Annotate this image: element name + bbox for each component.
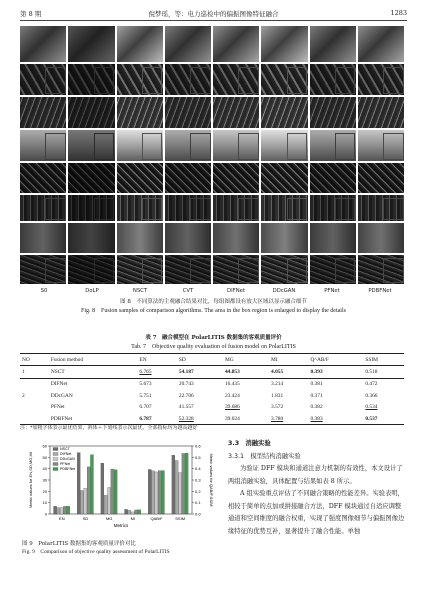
zoom-box — [94, 133, 115, 160]
bar — [158, 471, 161, 514]
zoom-box — [287, 198, 308, 221]
legend-swatch — [53, 468, 58, 471]
cell-ssim: 0.518 — [365, 369, 378, 376]
subsection-title: 3.3.1 模型结构消融实验 — [228, 452, 301, 460]
cell-mi: 1.831 — [271, 392, 284, 399]
table-row — [20, 402, 404, 413]
zoom-box — [142, 198, 163, 221]
fusion-result-image — [213, 26, 259, 62]
fusion-result-image — [310, 223, 356, 253]
fusion-result-image — [20, 64, 66, 95]
legend-label: NSCT — [60, 447, 70, 451]
x-tick-label: MG — [105, 516, 113, 521]
cell-qabf: 0.371 — [310, 392, 323, 399]
zoom-box — [94, 198, 115, 221]
cell-sd: 52.328 — [177, 413, 223, 425]
fusion-result-image — [261, 26, 307, 62]
fusion-result-image — [20, 26, 66, 62]
x-tick-label: EN — [59, 516, 65, 521]
column-label: S0 — [40, 288, 48, 294]
column-label: NSCT — [132, 288, 148, 294]
x-tick-label: SD — [82, 516, 89, 521]
zoom-box — [383, 258, 404, 283]
cell-mi: 3.572 — [271, 404, 284, 411]
cell-sd: 54.187 — [178, 369, 194, 376]
zoom-box — [287, 67, 308, 94]
cell-en: 6.707 — [139, 404, 152, 411]
fusion-result-image — [261, 255, 307, 284]
table-row — [20, 366, 404, 378]
fusion-result-image — [20, 130, 66, 161]
fusion-result-image — [117, 223, 163, 253]
bar — [138, 510, 141, 514]
bar — [63, 506, 66, 514]
fusion-result-image — [261, 195, 307, 221]
cell-ssim: 0.537 — [363, 413, 404, 425]
fusion-result-image — [261, 163, 307, 193]
fusion-result-image — [213, 130, 259, 161]
cell-mg: 16.435 — [223, 378, 269, 390]
cell-method: DIFNet — [49, 378, 138, 390]
col-header-no: NO — [20, 354, 49, 366]
fig9-caption-cn: 图 9 PolarLITIS 数据集的客观质量评价对比 — [22, 541, 136, 547]
image-row — [20, 97, 404, 128]
fusion-result-image — [117, 163, 163, 193]
table7-title-cn: 表 7 融合模型在 PolarLITIS 数据集的客观质量评价 — [145, 335, 282, 341]
cell-ssim: 0.472 — [363, 378, 404, 390]
zoom-box — [94, 67, 115, 94]
section-title: 3.3 消融实验 — [228, 440, 271, 447]
image-row — [20, 64, 404, 95]
column-label: CVT — [182, 288, 194, 294]
y-axis-label: Metric values for EN,SD,MG,MI — [28, 452, 33, 508]
fusion-result-image — [117, 255, 163, 284]
zoom-box — [383, 133, 404, 160]
cell-mg: 39.686 — [224, 404, 240, 411]
fusion-result-image — [117, 26, 163, 62]
running-header — [20, 6, 407, 21]
fusion-result-image — [20, 163, 66, 193]
cell-mg: 23.424 — [224, 392, 240, 399]
cell-ssim: 0.534 — [365, 404, 378, 411]
cell-no — [20, 413, 49, 425]
table-row — [20, 390, 404, 401]
cell-en: 6.787 — [137, 413, 176, 425]
fusion-result-image — [68, 223, 114, 253]
fusion-result-image — [68, 26, 114, 62]
fusion-result-image — [261, 64, 307, 95]
cell-method: PDBFNet — [49, 413, 138, 425]
table7-title-en: Tab. 7 Objective quality evaluation of fusion model on PolarLITIS — [131, 344, 296, 350]
legend-label: PDBFNet — [60, 467, 76, 471]
bar — [101, 463, 104, 514]
fusion-result-image — [310, 130, 356, 161]
bar — [108, 487, 111, 514]
fusion-result-image — [358, 97, 404, 128]
bar — [182, 453, 185, 514]
column-label: PDBFNet — [368, 288, 392, 294]
image-row — [20, 195, 404, 221]
bar-chart-svg — [24, 440, 214, 532]
zoom-box — [383, 198, 404, 221]
fusion-result-image — [20, 223, 66, 253]
fusion-result-image — [213, 255, 259, 284]
bar — [81, 490, 84, 514]
bar — [148, 469, 151, 514]
legend-label: DDcGAN — [60, 457, 75, 461]
fusion-result-image — [310, 255, 356, 284]
cell-no: 1 — [22, 369, 25, 376]
zoom-box — [45, 198, 66, 221]
legend-swatch — [53, 448, 58, 451]
image-row — [20, 223, 404, 253]
zoom-box — [335, 198, 356, 221]
bar — [134, 510, 137, 514]
bar — [60, 507, 63, 514]
fusion-result-image — [165, 130, 211, 161]
table7 — [20, 353, 404, 425]
bar — [104, 495, 107, 514]
zoom-box — [45, 67, 66, 94]
bar — [57, 508, 60, 514]
bar — [54, 506, 57, 514]
col-header-qabf: Q^AB/F — [309, 354, 364, 366]
legend-swatch — [53, 453, 58, 456]
cell-qabf: 0.381 — [309, 378, 364, 390]
fusion-result-image — [68, 64, 114, 95]
bar — [67, 506, 70, 514]
image-row — [20, 255, 404, 284]
fusion-result-image — [68, 195, 114, 221]
fusion-result-image — [117, 130, 163, 161]
table-row — [20, 378, 404, 390]
bar — [185, 453, 188, 514]
zoom-box — [238, 133, 259, 160]
column-label: DoLP — [85, 288, 99, 294]
fig9-chart — [24, 440, 214, 532]
bar — [90, 455, 93, 514]
y2-tick-label: 0.5 — [195, 454, 201, 460]
bar — [77, 453, 80, 514]
x-tick-label: QAB/F — [150, 516, 163, 521]
fusion-result-image — [165, 64, 211, 95]
y-tick-label: 20 — [42, 488, 47, 494]
fusion-result-image — [68, 97, 114, 128]
bar — [131, 512, 134, 514]
fusion-result-image — [310, 97, 356, 128]
cell-mg: 44.853 — [224, 369, 240, 376]
column-label: DDcGAN — [272, 288, 296, 294]
fusion-result-image — [358, 223, 404, 253]
zoom-box — [238, 258, 259, 283]
fusion-result-image — [213, 195, 259, 221]
table-header-row — [20, 354, 404, 366]
bar — [175, 461, 178, 514]
fusion-result-image — [358, 255, 404, 284]
col-header-sd: SD — [177, 354, 223, 366]
bar — [114, 470, 117, 514]
fusion-result-image — [261, 130, 307, 161]
cell-sd: 20.743 — [177, 378, 223, 390]
y2-tick-label: 0.0 — [195, 511, 201, 517]
cell-qabf: 0.393 — [310, 369, 323, 376]
paragraph: A 组实验重点评估了不同融合策略的性能差异。实验表明，相较于简单的点加或拼接融合方法，DFF 模块通过自适应调整通道和空间维度的融合权重，实现了强度图像细节与偏振图像边缘特征的优势互补，显著提升了融合性能。单独 — [228, 490, 405, 535]
fusion-result-image — [68, 255, 114, 284]
zoom-box — [142, 67, 163, 94]
zoom-box — [287, 258, 308, 283]
y2-tick-label: 0.2 — [195, 488, 201, 494]
cell-no: 2 — [22, 392, 25, 399]
fusion-result-image — [213, 64, 259, 95]
cell-mi: 3.780 — [269, 413, 308, 425]
y-tick-label: 30 — [42, 477, 47, 483]
zoom-box — [287, 133, 308, 160]
fig9-caption-en: Fig. 9 Comparison of objective quality assessment of PolarLITIS — [22, 549, 170, 555]
fusion-result-image — [310, 163, 356, 193]
bar — [125, 509, 128, 514]
cell-mi: 3.214 — [269, 378, 308, 390]
issue-number: 第 8 期 — [20, 10, 42, 18]
fig8-caption-en: Fig. 8 Fusion samples of comparison algorithms. The area in the box region is enlarged to display the details — [81, 308, 346, 314]
zoom-box — [335, 258, 356, 283]
bar — [155, 472, 158, 514]
page-number: 1283 — [390, 9, 407, 17]
running-title: 倪梦瑶，等：电力巡检中的偏振图像特征融合 — [148, 10, 279, 18]
cell-method: DDcGAN — [50, 392, 73, 399]
legend-swatch — [53, 458, 58, 461]
zoom-box — [238, 67, 259, 94]
zoom-box — [335, 133, 356, 160]
column-label: PFNet — [324, 288, 340, 294]
fusion-result-image — [20, 97, 66, 128]
zoom-box — [45, 258, 66, 283]
col-header-mg: MG — [223, 354, 269, 366]
col-header-ssim: SSIM — [363, 354, 404, 366]
zoom-box — [94, 258, 115, 283]
y-tick-label: 50 — [42, 454, 47, 460]
cell-mg: 39.024 — [223, 413, 269, 425]
bar — [84, 488, 87, 514]
cell-qabf: 0.383 — [309, 413, 364, 425]
cell-sd: 41.557 — [178, 404, 194, 411]
fusion-result-image — [20, 195, 66, 221]
fusion-result-image — [358, 163, 404, 193]
fusion-result-image — [20, 255, 66, 284]
paragraph: 为验证 DFF 模块和通道注意力机制的有效性，本文设计了两组消融实验，具体配置与结果如表 8 所示。 — [228, 465, 403, 485]
cell-en: 5.673 — [137, 378, 176, 390]
fusion-result-image — [358, 195, 404, 221]
fusion-result-image — [68, 163, 114, 193]
x-tick-label: SSIM — [175, 516, 186, 521]
zoom-box — [190, 67, 211, 94]
image-row — [20, 130, 404, 161]
y-tick-label: 40 — [42, 466, 47, 472]
y2-tick-label: 0.1 — [195, 500, 201, 506]
fusion-result-image — [261, 97, 307, 128]
fusion-result-image — [165, 163, 211, 193]
bar — [161, 471, 164, 514]
y-tick-label: 60 — [42, 443, 47, 449]
cell-method: PFNet — [50, 404, 65, 411]
x-axis-label: Metrics — [113, 523, 129, 528]
legend-swatch — [53, 463, 58, 466]
zoom-box — [142, 258, 163, 283]
fusion-result-image — [261, 223, 307, 253]
fusion-result-image — [310, 26, 356, 62]
cell-no — [20, 402, 49, 413]
fusion-image-grid — [20, 26, 404, 286]
bar — [87, 467, 90, 514]
cell-mi: 4.055 — [271, 369, 284, 376]
x-tick-label: MI — [130, 516, 136, 521]
cell-method: NSCT — [50, 369, 65, 376]
fusion-result-image — [165, 97, 211, 128]
cell-ssim: 0.366 — [365, 392, 378, 399]
col-header-method: Fusion method — [49, 354, 138, 366]
table7-note: 注：*加粗字体表示最优结果，斜体＋下划线表示次最优，全部指标均为越高越好 — [20, 425, 198, 431]
bar — [179, 473, 182, 514]
zoom-box — [190, 133, 211, 160]
col-header-en: EN — [137, 354, 176, 366]
fusion-result-image — [213, 97, 259, 128]
legend-label: DIFNet — [60, 452, 72, 456]
fusion-result-image — [117, 97, 163, 128]
cell-en: 5.751 — [139, 392, 152, 399]
zoom-box — [142, 133, 163, 160]
image-row — [20, 26, 404, 62]
fusion-result-image — [165, 255, 211, 284]
fusion-result-image — [68, 130, 114, 161]
zoom-box — [190, 198, 211, 221]
zoom-box — [190, 258, 211, 283]
zoom-box — [45, 133, 66, 160]
cell-en: 6.765 — [139, 369, 152, 376]
y2-axis-label: Metric values for QAB/F,SSIM — [209, 453, 214, 507]
y-tick-label: 10 — [42, 500, 47, 506]
fusion-result-image — [213, 163, 259, 193]
fig9-caption — [22, 540, 212, 556]
fusion-result-image — [358, 64, 404, 95]
bar — [111, 469, 114, 514]
fig8-caption-cn: 图 8 不同算法的主观融合结果对比，每组图都设有放大区域以显示融合细节 — [120, 299, 307, 305]
fusion-result-image — [165, 26, 211, 62]
zoom-box — [383, 67, 404, 94]
fusion-result-image — [310, 195, 356, 221]
cell-no — [20, 378, 49, 390]
y-tick-label: 0 — [44, 511, 47, 517]
fusion-result-image — [117, 195, 163, 221]
y2-tick-label: 0.4 — [195, 466, 201, 472]
y2-tick-label: 0.3 — [195, 477, 201, 483]
zoom-box — [335, 67, 356, 94]
zoom-box — [238, 198, 259, 221]
fusion-result-image — [358, 26, 404, 62]
col-header-mi: MI — [269, 354, 308, 366]
fusion-result-image — [165, 195, 211, 221]
column-label: DIFNet — [227, 288, 245, 294]
fusion-result-image — [310, 64, 356, 95]
fusion-result-image — [165, 223, 211, 253]
image-row — [20, 163, 404, 193]
fig8-column-labels — [20, 288, 404, 294]
legend-label: PFNet — [60, 462, 71, 466]
bar — [152, 471, 155, 514]
table-row — [20, 413, 404, 425]
cell-sd: 22.706 — [178, 392, 194, 399]
fusion-result-image — [213, 223, 259, 253]
y2-tick-label: 0.6 — [195, 443, 201, 449]
fusion-result-image — [358, 130, 404, 161]
cell-qabf: 0.382 — [310, 404, 323, 411]
bar — [128, 510, 131, 514]
bar — [172, 455, 175, 514]
section-text — [228, 438, 406, 538]
fusion-result-image — [117, 64, 163, 95]
